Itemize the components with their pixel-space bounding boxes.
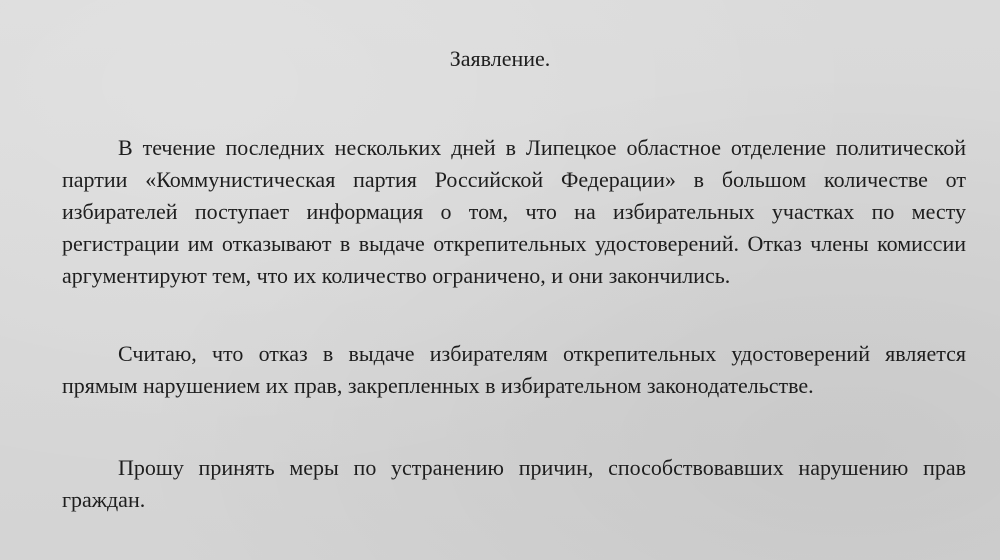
document-title: Заявление. — [449, 46, 551, 71]
paragraph-complaint-description: В течение последних нескольких дней в Липецкое областное отделение политической партии «Коммунистическая партия Российской Федерации» в большом количестве от избирателей поступает информация о том, что на избирательных участках по месту регистрации им отказывают в выдаче открепительных удостоверений. Отказ члены комиссии аргументируют тем, что их количество ограничено, и они закончились. — [62, 135, 966, 288]
paragraph-violation-statement: Считаю, что отказ в выдаче избирателям открепительных удостоверений является прямым нарушением их прав, закрепленных в избирательном законодательстве. — [62, 341, 966, 398]
paragraph-request: Прошу принять меры по устранению причин, способствовавших нарушению прав граждан. — [62, 455, 966, 512]
